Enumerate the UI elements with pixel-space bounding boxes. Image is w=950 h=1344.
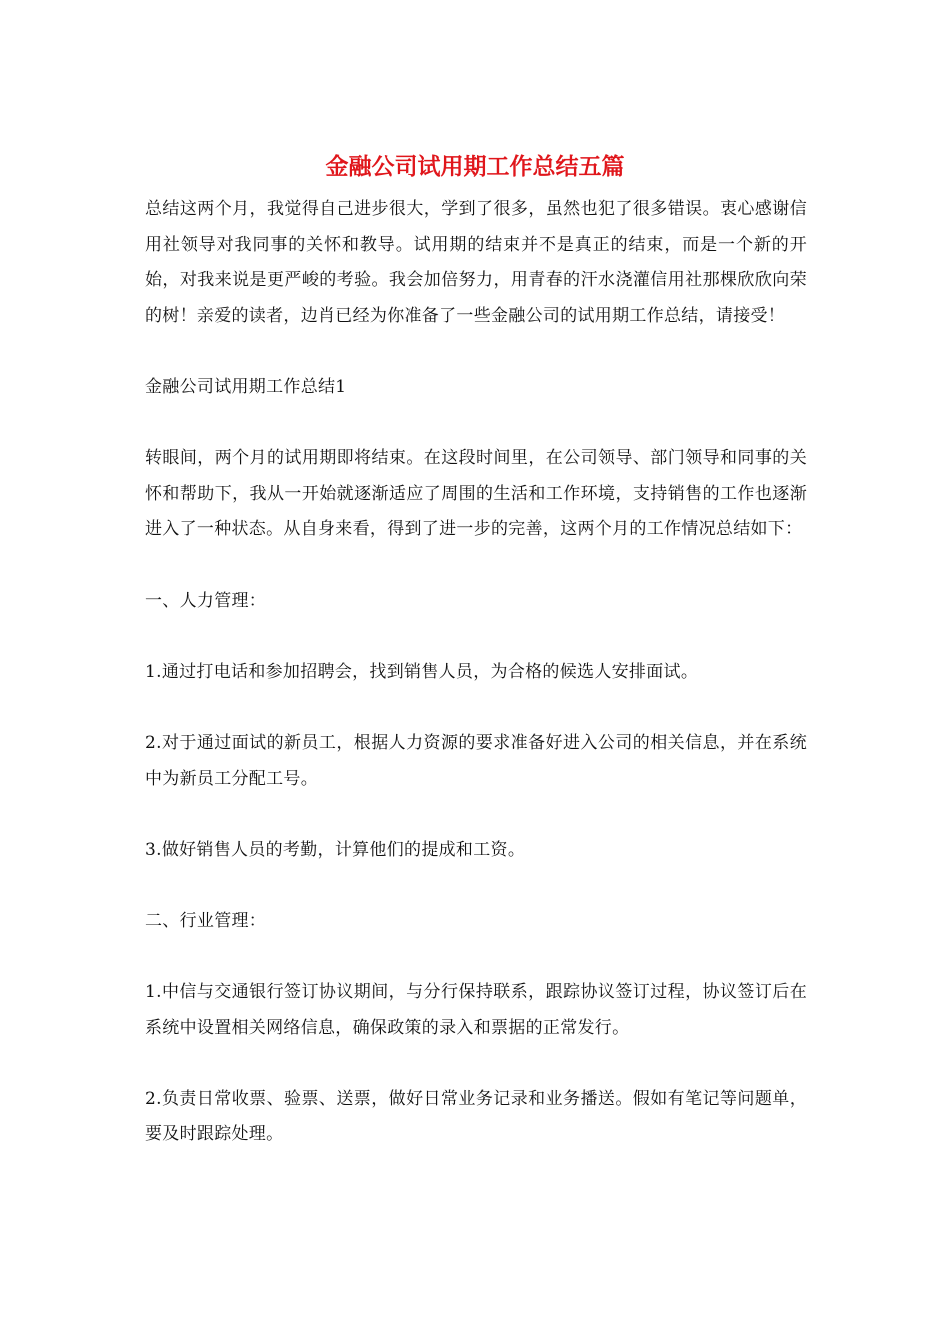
body-paragraph: 转眼间，两个月的试用期即将结束。在这段时间里，在公司领导、部门领导和同事的关怀和帮助下，我从一开始就逐渐适应了周围的生活和工作环境，支持销售的工作也逐渐进入了一种状态。从自身来看，得到了进一步的完善，这两个月的工作情况总结如下：: [145, 448, 807, 540]
list-item: 1.通过打电话和参加招聘会，找到销售人员，为合格的候选人安排面试。: [145, 661, 699, 682]
list-item: 2.对于通过面试的新员工，根据人力资源的要求准备好进入公司的相关信息，并在系统中为新员工分配工号。: [145, 732, 807, 789]
section-heading: 金融公司试用期工作总结1: [145, 376, 347, 397]
subsection-heading: 二、行业管理：: [145, 910, 267, 931]
document-body: [145, 192, 807, 1153]
list-item: 3.做好销售人员的考勤，计算他们的提成和工资。: [145, 839, 526, 860]
list-item: 1.中信与交通银行签订协议期间，与分行保持联系，跟踪协议签订过程，协议签订后在系统中设置相关网络信息，确保政策的录入和票据的正常发行。: [145, 982, 807, 1038]
intro-paragraph: 总结这两个月，我觉得自己进步很大，学到了很多，虽然也犯了很多错误。衷心感谢信用社领导对我同事的关怀和教导。试用期的结束并不是真正的结束，而是一个新的开始，对我来说是更严峻的考验。我会加倍努力，用青春的汗水浇灌信用社那棵欣欣向荣的树！亲爱的读者，边肖已经为你准备了一些金融公司的试用期工作总结，请接受！: [145, 199, 807, 326]
subsection-heading: 一、人力管理：: [145, 590, 267, 611]
document-title: 金融公司试用期工作总结五篇: [325, 154, 625, 180]
list-item: 2.负责日常收票、验票、送票，做好日常业务记录和业务播送。假如有笔记等问题单，要及时跟踪处理。: [145, 1088, 807, 1145]
